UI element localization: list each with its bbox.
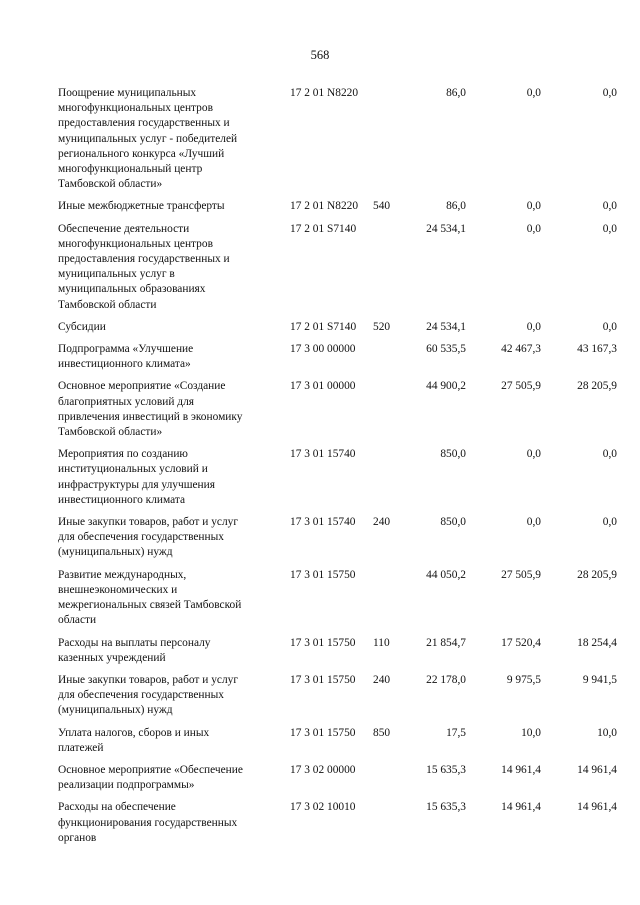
amount-year-2: 10,0 [521, 726, 541, 739]
amount-year-3: 0,0 [602, 516, 617, 529]
amount-year-3: 0,0 [602, 87, 617, 99]
target-article-code: 17 3 01 15740 [290, 448, 356, 461]
page-number: 568 [310, 48, 330, 62]
item-name: Обеспечение деятельности многофункциональных центров предоставления государственных и муниципальных услуг в муниципальных образованиях Тамбовской области [58, 222, 230, 311]
amount-year-1: 44 050,2 [426, 568, 466, 581]
amount-year-2: 14 961,4 [501, 801, 541, 814]
amount-year-3: 28 205,9 [577, 380, 617, 393]
amount-year-1: 15 635,3 [426, 801, 466, 814]
item-name: Основное мероприятие «Обеспечение реализации подпрограммы» [58, 763, 243, 792]
amount-year-2: 0,0 [526, 516, 541, 529]
amount-year-3: 10,0 [597, 726, 617, 739]
amount-year-2: 0,0 [526, 200, 541, 213]
amount-year-1: 86,0 [446, 87, 466, 99]
target-article-code: 17 3 01 15750 [290, 726, 356, 739]
expense-type-code: 540 [373, 200, 391, 213]
amount-year-2: 0,0 [526, 222, 541, 235]
table-row [58, 515, 618, 561]
amount-year-2: 42 467,3 [501, 343, 541, 356]
item-name: Расходы на обеспечение функционирования государственных органов [58, 801, 238, 844]
amount-year-3: 0,0 [602, 320, 617, 333]
amount-year-1: 17,5 [446, 726, 466, 739]
table-row [58, 673, 618, 719]
table-row [58, 763, 618, 793]
amount-year-2: 9 975,5 [506, 673, 541, 686]
expense-type-code: 240 [373, 516, 391, 529]
item-name: Субсидии [58, 320, 106, 333]
table-row [58, 636, 618, 666]
target-article-code: 17 3 00 00000 [290, 343, 356, 356]
amount-year-1: 86,0 [446, 200, 466, 213]
amount-year-3: 0,0 [602, 200, 617, 213]
expense-type-code: 240 [373, 673, 391, 686]
item-name: Иные межбюджетные трансферты [58, 200, 225, 213]
table-row [58, 222, 618, 313]
expense-type-code: 110 [373, 636, 390, 649]
budget-table [58, 86, 618, 853]
item-name: Уплата налогов, сборов и иных платежей [58, 726, 210, 754]
expense-type-code: 850 [373, 726, 391, 739]
item-name: Поощрение муниципальных многофункциональных центров предоставления государственных и муниципальных услуг - победителей регионального конкурса «Лучший многофункциональный центр Тамбовской области» [58, 87, 238, 191]
amount-year-3: 28 205,9 [577, 568, 617, 581]
target-article-code: 17 3 01 15750 [290, 568, 356, 581]
table-row [58, 199, 618, 214]
item-name: Расходы на выплаты персоналу казенных учреждений [58, 636, 211, 664]
item-name: Иные закупки товаров, работ и услуг для обеспечения государственных (муниципальных) нужд [58, 673, 239, 717]
item-name: Мероприятия по созданию институциональных условий и инфраструктуры для улучшения инвестиционного климата [58, 448, 215, 506]
amount-year-1: 44 900,2 [426, 380, 466, 393]
target-article-code: 17 3 01 15750 [290, 636, 356, 649]
amount-year-1: 24 534,1 [426, 320, 466, 333]
table-row [58, 320, 618, 335]
amount-year-1: 60 535,5 [426, 343, 466, 356]
amount-year-3: 0,0 [602, 448, 617, 461]
target-article-code: 17 3 01 15740 [290, 516, 356, 529]
target-article-code: 17 3 01 00000 [290, 380, 356, 393]
table-row [58, 86, 618, 192]
amount-year-2: 0,0 [526, 448, 541, 461]
table-row [58, 800, 618, 846]
amount-year-1: 22 178,0 [426, 673, 466, 686]
table-row [58, 568, 618, 629]
amount-year-3: 18 254,4 [577, 636, 617, 649]
amount-year-2: 0,0 [526, 87, 541, 99]
item-name: Подпрограмма «Улучшение инвестиционного климата» [58, 343, 194, 371]
amount-year-1: 15 635,3 [426, 763, 466, 776]
table-row [58, 447, 618, 508]
target-article-code: 17 2 01 S7140 [290, 222, 357, 235]
amount-year-2: 27 505,9 [501, 568, 541, 581]
item-name: Развитие международных, внешнеэкономических и межрегиональных связей Тамбовской области [58, 568, 242, 627]
amount-year-3: 9 941,5 [582, 673, 617, 686]
amount-year-3: 0,0 [602, 222, 617, 235]
table-row [58, 726, 618, 756]
expense-type-code: 520 [373, 320, 391, 333]
amount-year-3: 14 961,4 [577, 763, 617, 776]
target-article-code: 17 3 01 15750 [290, 673, 356, 686]
target-article-code: 17 2 01 N8220 [290, 87, 359, 99]
table-row [58, 379, 618, 440]
target-article-code: 17 3 02 10010 [290, 801, 356, 814]
target-article-code: 17 2 01 N8220 [290, 200, 359, 213]
table-row [58, 342, 618, 372]
amount-year-2: 27 505,9 [501, 380, 541, 393]
target-article-code: 17 2 01 S7140 [290, 320, 357, 333]
amount-year-2: 0,0 [526, 320, 541, 333]
amount-year-1: 850,0 [440, 516, 466, 529]
target-article-code: 17 3 02 00000 [290, 763, 356, 776]
item-name: Основное мероприятие «Создание благоприятных условий для привлечения инвестиций в экономику Тамбовской области» [58, 380, 243, 439]
amount-year-3: 43 167,3 [577, 343, 617, 356]
amount-year-1: 24 534,1 [426, 222, 466, 235]
item-name: Иные закупки товаров, работ и услуг для обеспечения государственных (муниципальных) нужд [58, 516, 239, 559]
amount-year-3: 14 961,4 [577, 801, 617, 814]
amount-year-1: 850,0 [440, 448, 466, 461]
amount-year-2: 17 520,4 [501, 636, 541, 649]
amount-year-1: 21 854,7 [426, 636, 466, 649]
amount-year-2: 14 961,4 [501, 763, 541, 776]
